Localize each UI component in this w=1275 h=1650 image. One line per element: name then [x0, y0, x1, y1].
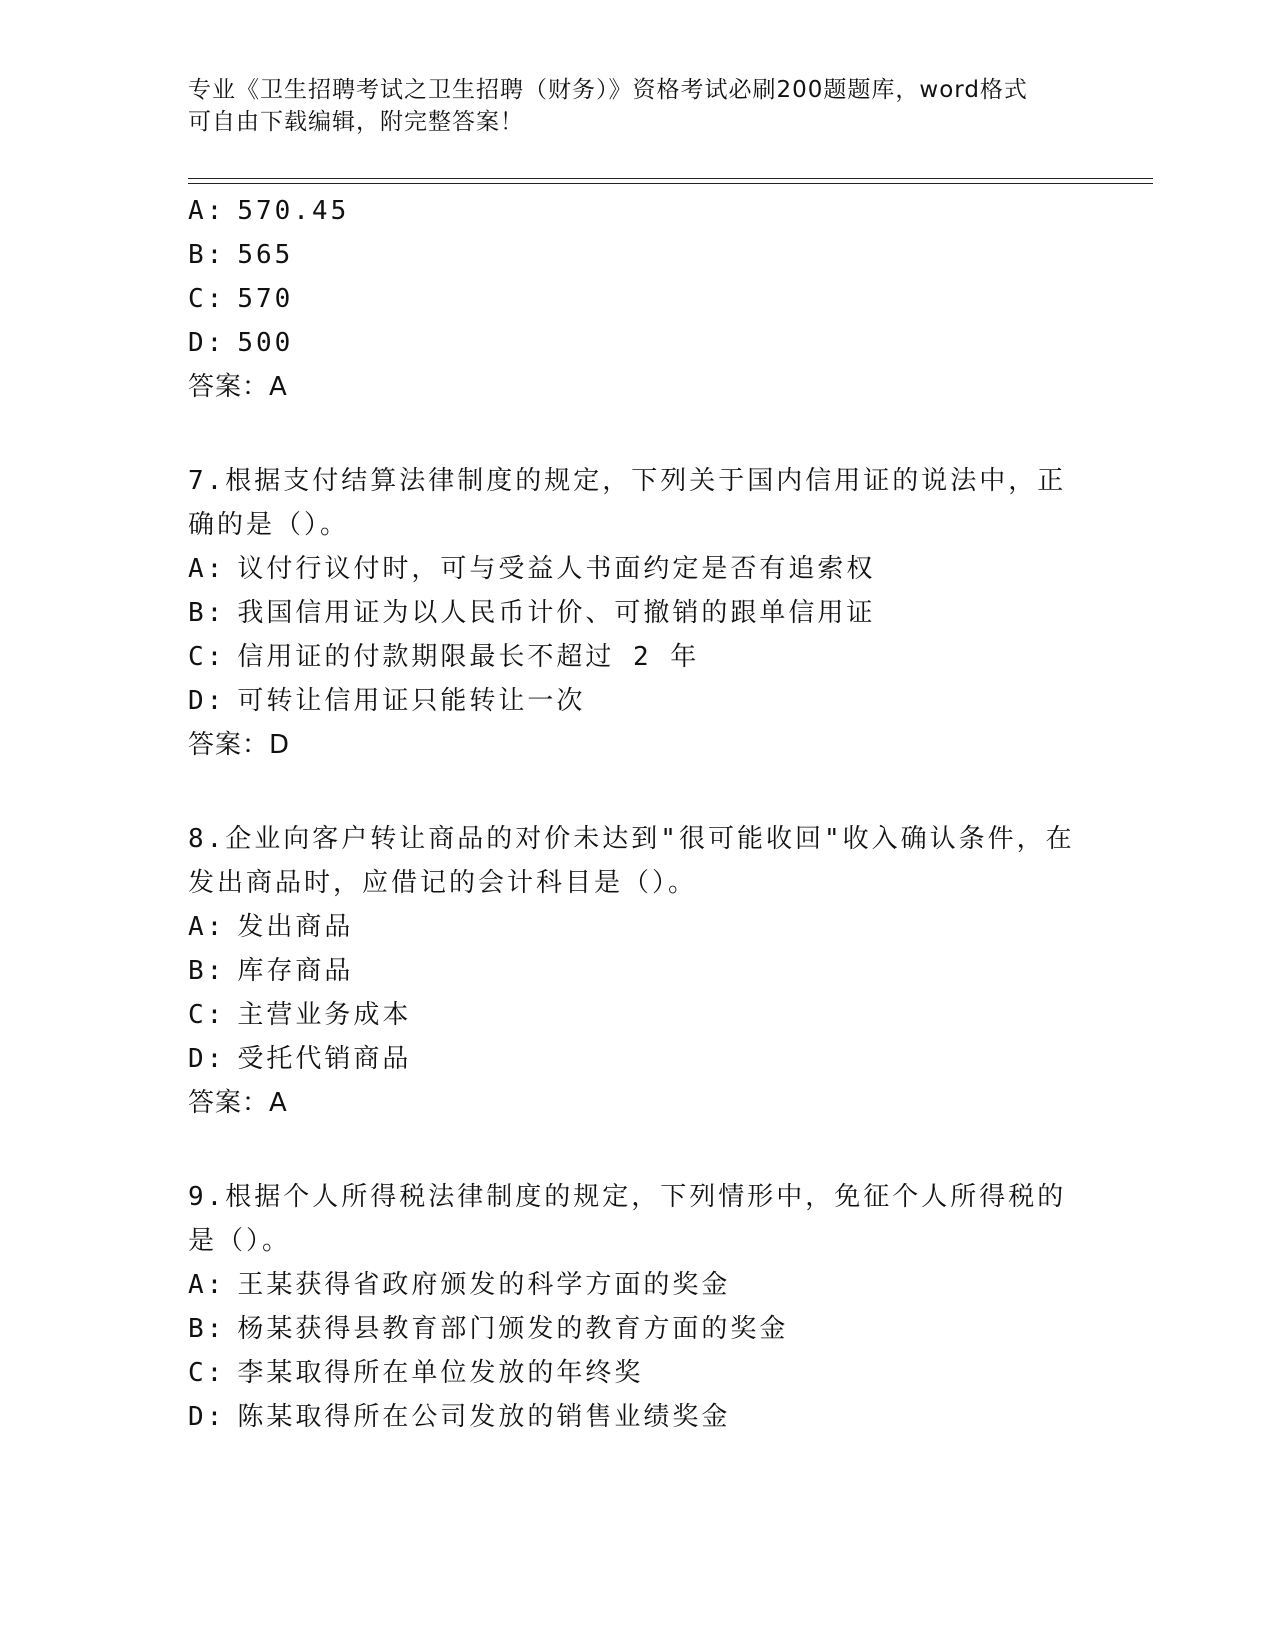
option-key: D:	[188, 1402, 226, 1432]
option-text: 570.45	[237, 196, 350, 226]
q8-option-c	[188, 998, 411, 1032]
option-key: A:	[188, 912, 226, 942]
option-key: C:	[188, 1000, 226, 1030]
header-divider-top	[188, 178, 1153, 179]
q9-option-d	[188, 1400, 730, 1434]
option-key: D:	[188, 1044, 226, 1074]
q8-option-b	[188, 954, 353, 988]
option-text: 受托代销商品	[237, 1044, 412, 1074]
option-text: 565	[237, 240, 294, 270]
q6-option-a	[188, 194, 349, 228]
option-text: 议付行议付时，可与受益人书面约定是否有追索权	[237, 554, 876, 584]
q9-option-a	[188, 1268, 730, 1302]
option-text: 500	[237, 328, 294, 358]
option-key: D:	[188, 328, 226, 358]
q6-option-c	[188, 282, 293, 316]
option-text: 李某取得所在单位发放的年终奖	[237, 1358, 644, 1388]
option-key: B:	[188, 956, 226, 986]
option-text: 库存商品	[237, 956, 354, 986]
option-text: 主营业务成本	[237, 1000, 412, 1030]
q9-option-b	[188, 1312, 788, 1346]
option-key: B:	[188, 240, 226, 270]
option-key: A:	[188, 196, 226, 226]
option-key: C:	[188, 284, 226, 314]
header-line-1: 专业《卫生招聘考试之卫生招聘（财务）》资格考试必刷200题题库，word格式	[188, 77, 1028, 103]
header-line-2: 可自由下载编辑，附完整答案！	[188, 109, 524, 135]
header-divider-bottom	[188, 183, 1153, 184]
option-key: C:	[188, 1358, 226, 1388]
q8-stem-line-2: 发出商品时，应借记的会计科目是（）。	[188, 868, 698, 898]
q7-option-b	[188, 596, 875, 630]
option-key: A:	[188, 554, 226, 584]
option-text: 发出商品	[237, 912, 354, 942]
option-key: A:	[188, 1270, 226, 1300]
q8-option-d	[188, 1042, 411, 1076]
q9-option-c	[188, 1356, 643, 1390]
option-text: 陈某取得所在公司发放的销售业绩奖金	[237, 1402, 731, 1432]
q9-stem-line-2: 是（）。	[188, 1226, 292, 1256]
q7-option-c	[188, 640, 699, 674]
q7-stem-line-1: 7.根据支付结算法律制度的规定，下列关于国内信用证的说法中，正	[188, 466, 1067, 496]
q7-option-d	[188, 684, 585, 718]
option-key: B:	[188, 1314, 226, 1344]
q7-stem-line-2: 确的是（）。	[188, 510, 350, 540]
q8-option-a	[188, 910, 353, 944]
option-text: 可转让信用证只能转让一次	[237, 686, 586, 716]
option-text: 570	[237, 284, 294, 314]
option-key: D:	[188, 686, 226, 716]
q9-stem-line-1: 9.根据个人所得税法律制度的规定，下列情形中，免征个人所得税的	[188, 1182, 1067, 1212]
option-text: 王某获得省政府颁发的科学方面的奖金	[237, 1270, 731, 1300]
q6-option-b	[188, 238, 293, 272]
option-text: 杨某获得县教育部门颁发的教育方面的奖金	[237, 1314, 789, 1344]
document-header	[188, 74, 1068, 138]
option-text: 我国信用证为以人民币计价、可撤销的跟单信用证	[237, 598, 876, 628]
q8-stem-line-1: 8.企业向客户转让商品的对价未达到"很可能收回"收入确认条件，在	[188, 824, 1075, 854]
q8-answer: 答案：A	[188, 1088, 288, 1118]
option-key: C:	[188, 642, 226, 672]
q6-option-d	[188, 326, 293, 360]
q6-answer: 答案：A	[188, 372, 288, 402]
q7-option-a	[188, 552, 875, 586]
option-text: 信用证的付款期限最长不超过 2 年	[237, 642, 700, 672]
option-key: B:	[188, 598, 226, 628]
q7-answer: 答案：D	[188, 730, 291, 760]
